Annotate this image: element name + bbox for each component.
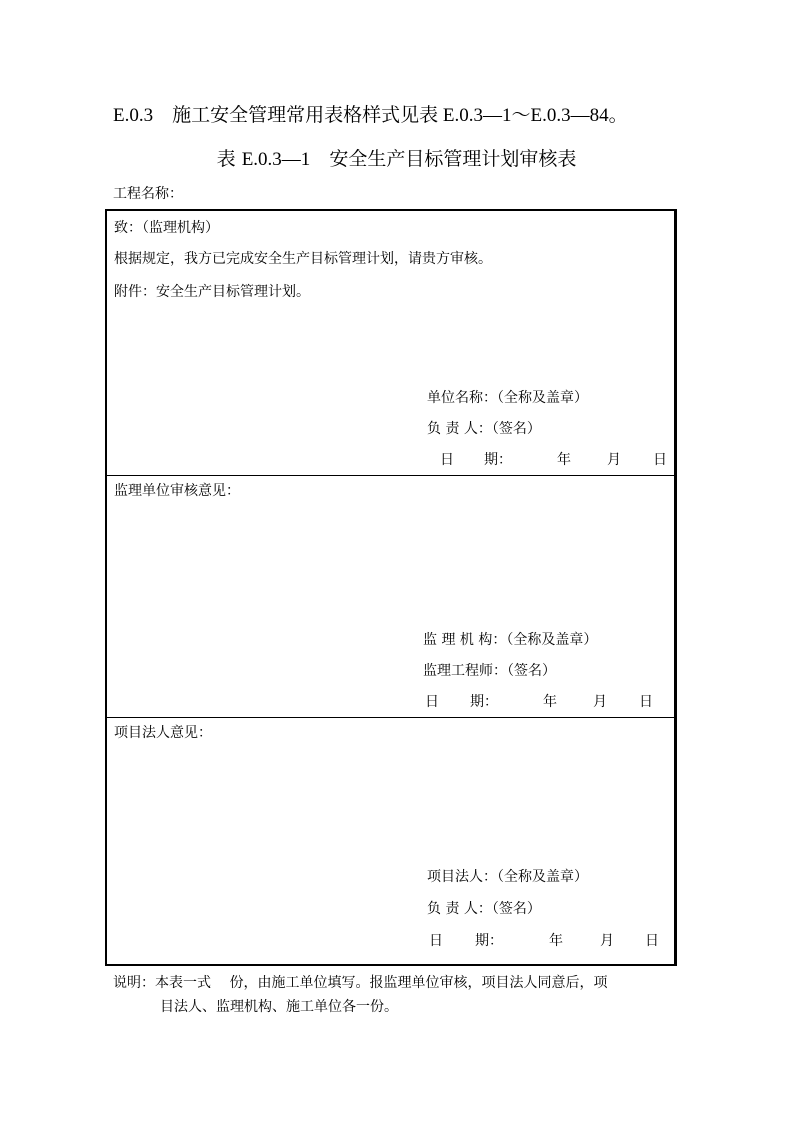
date-field xyxy=(427,450,667,470)
date-label-char1: 日 xyxy=(440,452,454,468)
supervision-date-field xyxy=(423,692,663,712)
submission-body: 根据规定，我方已完成安全生产目标管理计划，请贵方审核。 xyxy=(114,251,492,267)
legal-person-value: （全称及盖章） xyxy=(497,869,588,885)
date-year: 年 xyxy=(543,694,557,710)
date-year: 年 xyxy=(549,933,563,949)
date-label-char2: 期： xyxy=(475,933,503,949)
legal-person-field xyxy=(427,867,588,887)
review-form-table xyxy=(105,209,677,966)
table-title-prefix: 表 xyxy=(216,148,242,170)
supervision-review-title: 监理单位审核意见： xyxy=(114,483,240,499)
submission-section xyxy=(107,211,674,475)
supervision-org-value: （全称及盖章） xyxy=(506,632,598,648)
table-title-number: E.0.3—1 xyxy=(241,149,311,170)
supervision-org-label: 监 理 机 构： xyxy=(423,632,507,648)
notes-line-2: 目法人、监理机构、施工单位各一份。 xyxy=(160,999,398,1015)
date-year: 年 xyxy=(557,452,571,468)
unit-name-label: 单位名称： xyxy=(427,390,497,406)
legal-person-section xyxy=(107,717,674,965)
date-day: 日 xyxy=(639,694,653,710)
date-month: 月 xyxy=(600,933,614,949)
responsible-person-label: 负 责 人： xyxy=(427,421,492,437)
notes-line-1: 说明：本表一式 份，由施工单位填写。报监理单位审核，项目法人同意后，项 xyxy=(113,975,608,991)
table-title-name: 安全生产目标管理计划审核表 xyxy=(329,148,577,170)
section-heading: E.0.3 施工安全管理常用表格样式见表 E.0.3—1～E.0.3—84。 xyxy=(113,105,628,126)
unit-name-field xyxy=(427,388,588,408)
legal-responsible-person-label: 负 责 人： xyxy=(427,901,492,917)
date-month: 月 xyxy=(593,694,607,710)
date-label-char2: 期： xyxy=(484,452,512,468)
legal-person-label: 项目法人： xyxy=(427,869,497,885)
legal-date-field xyxy=(427,931,667,951)
table-title xyxy=(0,146,793,173)
supervision-engineer-field xyxy=(423,661,556,681)
supervision-org-field xyxy=(423,630,597,650)
date-day: 日 xyxy=(653,452,667,468)
legal-responsible-person-field xyxy=(427,899,541,919)
date-month: 月 xyxy=(607,452,621,468)
date-day: 日 xyxy=(645,933,659,949)
attachment-line: 附件：安全生产目标管理计划。 xyxy=(114,284,310,300)
legal-person-opinion-title: 项目法人意见： xyxy=(114,725,212,741)
date-label-char2: 期： xyxy=(470,694,498,710)
date-label-char1: 日 xyxy=(429,933,443,949)
project-name-label: 工程名称： xyxy=(113,186,183,202)
addressee-line: 致：（监理机构） xyxy=(114,220,219,236)
responsible-person-field xyxy=(427,419,541,439)
supervision-engineer-value: （签名） xyxy=(507,663,556,679)
unit-name-value: （全称及盖章） xyxy=(497,390,588,406)
supervision-review-section xyxy=(107,475,674,718)
date-label-char1: 日 xyxy=(425,694,439,710)
legal-responsible-person-value: （签名） xyxy=(491,901,541,917)
responsible-person-value: （签名） xyxy=(491,421,541,437)
supervision-engineer-label: 监理工程师： xyxy=(423,663,507,679)
